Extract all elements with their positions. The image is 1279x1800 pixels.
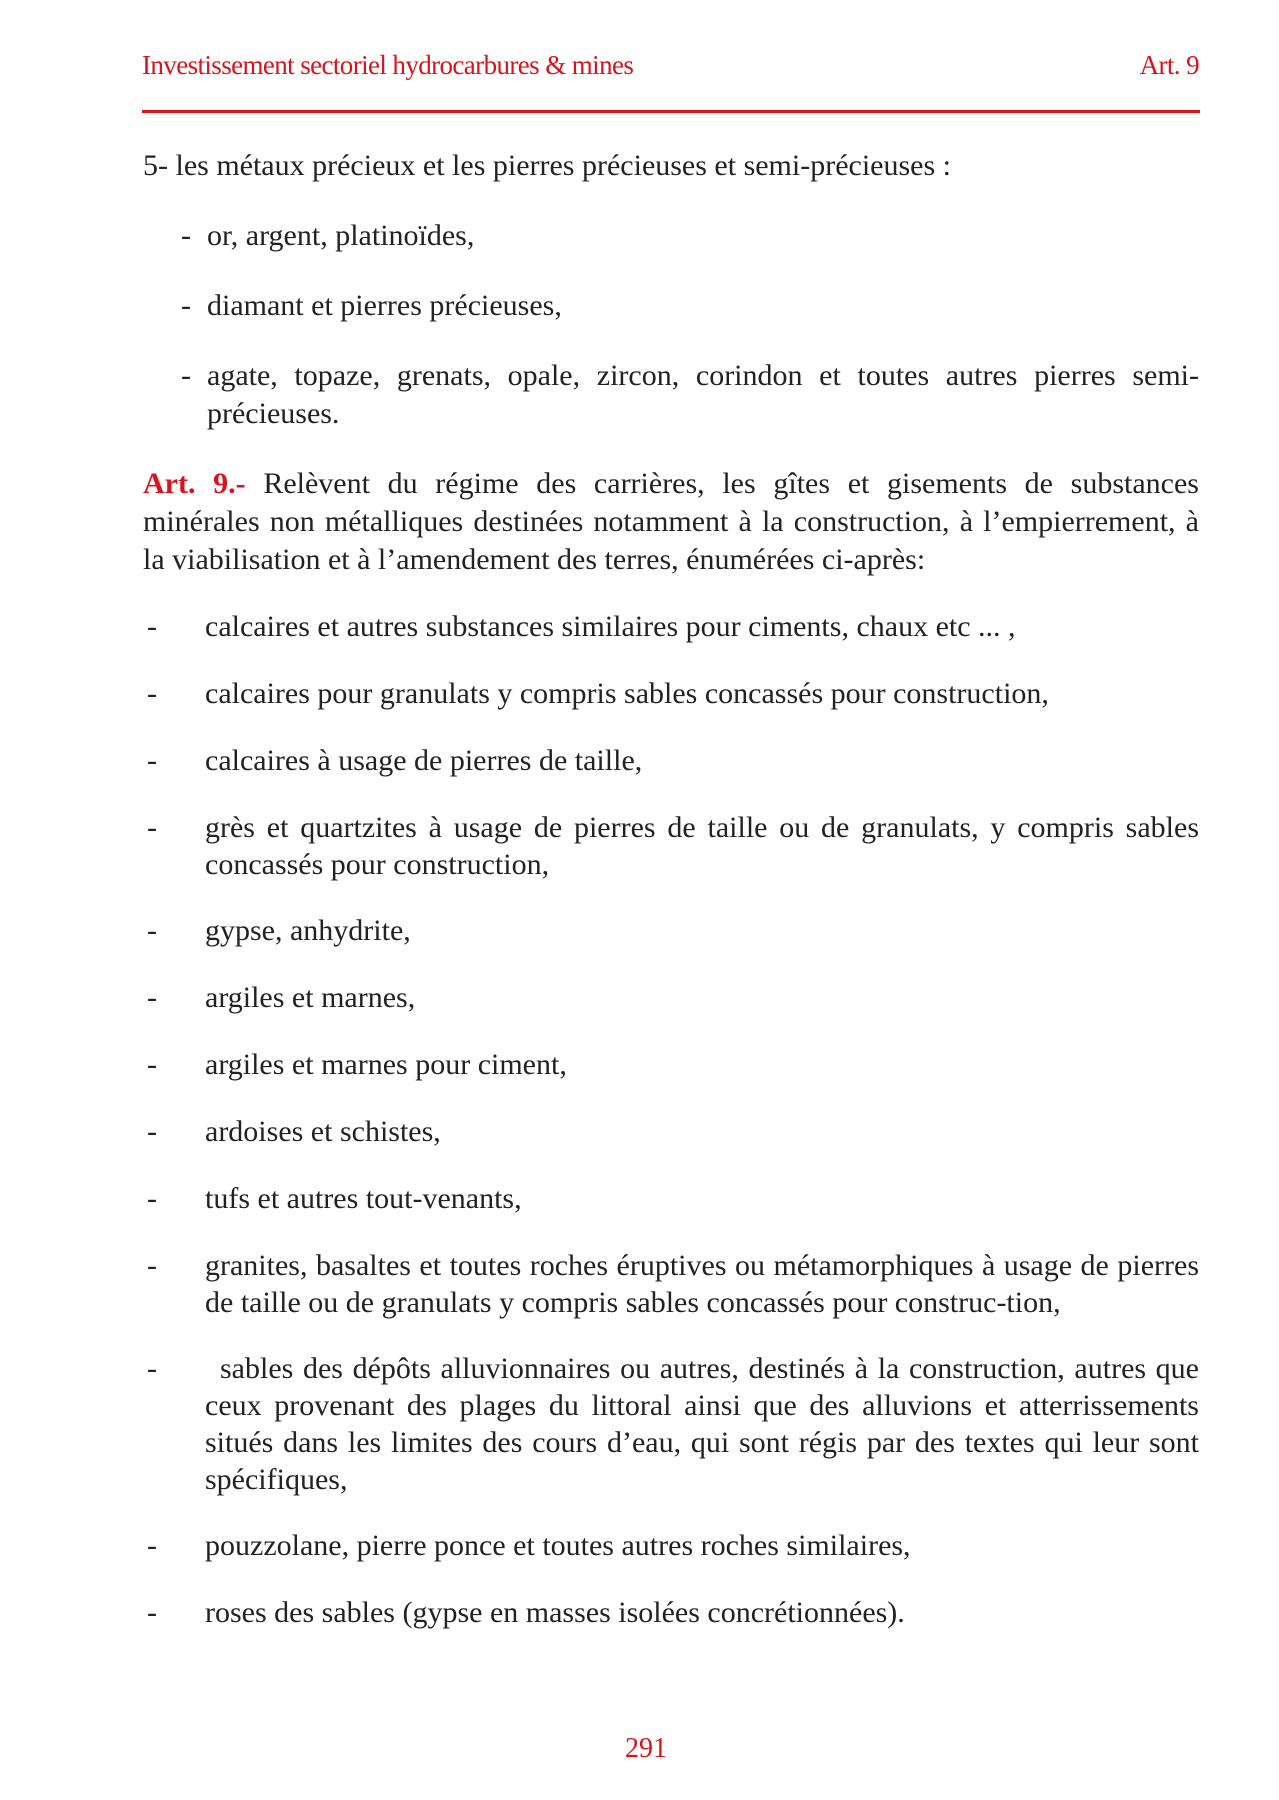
list-dash: - — [147, 677, 157, 710]
list-item — [143, 742, 1199, 780]
list-item-text: tufs et autres tout-venants, — [205, 1182, 522, 1215]
page-number: 291 — [625, 1733, 667, 1764]
article9-paragraph — [143, 465, 1199, 579]
header-divider — [142, 110, 1200, 113]
list-item — [143, 1527, 1199, 1565]
list-item — [143, 608, 1199, 646]
list-dash: - — [147, 981, 157, 1014]
list-dash: - — [147, 744, 157, 777]
list-item — [143, 1046, 1199, 1084]
list-item-text: gypse, anhydrite, — [205, 914, 411, 947]
list-dash: - — [147, 914, 157, 947]
list-dash: - — [147, 610, 157, 643]
list-item — [143, 1247, 1199, 1321]
list-item — [143, 912, 1199, 950]
list-item — [143, 1113, 1199, 1151]
list-item-text: calcaires et autres substances similaires pour ciments, chaux etc ... , — [205, 610, 1016, 643]
list-dash: - — [147, 1596, 157, 1629]
list-item-text: roses des sables (gypse en masses isolées concrétionnées). — [205, 1596, 905, 1629]
list-item — [143, 675, 1199, 713]
list-item-text: argiles et marnes, — [205, 981, 416, 1014]
list-dash: - — [147, 1352, 157, 1385]
article9-text: Relèvent du régime des carrières, les gîtes et gisements de substances minérales non métalliques destinées notamment à la construction, à l’empierrement, à la viabilisation et à l’amendement des terres, énumérées ci-après: — [143, 467, 1199, 576]
list-item-text: calcaires pour granulats y compris sables concassés pour construction, — [205, 677, 1049, 710]
list-item-text: argiles et marnes pour ciment, — [205, 1048, 567, 1081]
list-item — [143, 1350, 1199, 1498]
list-item-text: sables des dépôts alluvionnaires ou autres, destinés à la construction, autres que ceux provenant des plages du littoral ainsi que des alluvions et atterrissements situés dans les limites des cours d’eau, qui sont régis par des textes qui leur sont spécifiques, — [205, 1352, 1199, 1496]
list-item-text: pouzzolane, pierre ponce et toutes autres roches similaires, — [205, 1529, 911, 1562]
page-body — [143, 147, 1199, 1632]
list-item-text: grès et quartzites à usage de pierres de taille ou de granulats, y compris sables concassés pour construction, — [205, 811, 1199, 881]
list-item — [143, 809, 1199, 883]
list-item: - agate, topaze, grenats, opale, zircon, corindon et toutes autres pierres semi-précieuses. — [181, 359, 1199, 430]
list-item: - diamant et pierres précieuses, — [181, 289, 562, 322]
article9-list — [143, 608, 1199, 1632]
article9-label: Art. 9.- — [143, 467, 246, 500]
list-dash: - — [147, 1048, 157, 1081]
list-item-text: calcaires à usage de pierres de taille, — [205, 744, 643, 777]
list-dash: - — [147, 1182, 157, 1215]
section5-intro: 5- les métaux précieux et les pierres précieuses et semi-précieuses : — [143, 149, 951, 182]
list-item — [143, 1180, 1199, 1218]
list-dash: - — [147, 1115, 157, 1148]
list-dash: - — [147, 811, 157, 844]
list-item: - or, argent, platinoïdes, — [181, 219, 475, 252]
list-dash: - — [147, 1249, 157, 1282]
list-item-text: granites, basaltes et toutes roches éruptives ou métamorphiques à usage de pierres de taille ou de granulats y compris sables concassés pour construc-tion, — [205, 1249, 1199, 1319]
running-header-title: Investissement sectoriel hydrocarbures & mines — [142, 50, 634, 80]
list-dash: - — [147, 1529, 157, 1562]
list-item — [143, 1594, 1199, 1632]
list-item-text: ardoises et schistes, — [205, 1115, 441, 1148]
running-header-article: Art. 9 — [1139, 50, 1199, 80]
list-item — [143, 979, 1199, 1017]
